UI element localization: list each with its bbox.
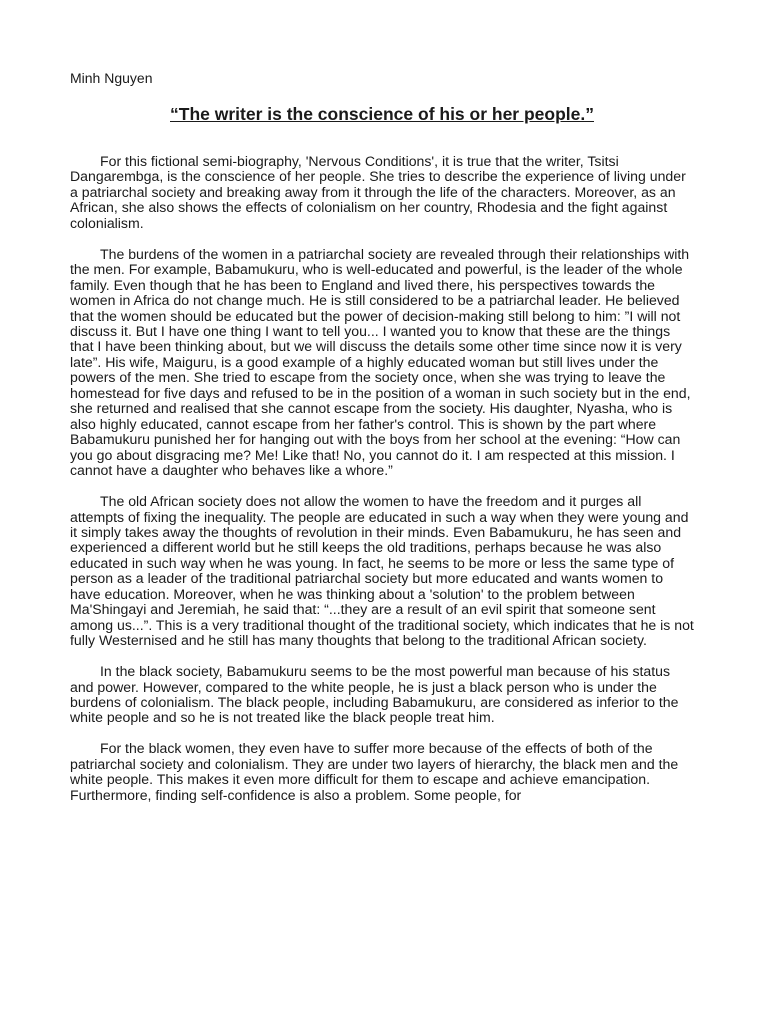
document-page [70,70,694,819]
author-name: Minh Nguyen [70,70,153,86]
paragraph-2: The burdens of the women in a patriarchal society are revealed through their relationships with the men. For example, Babamukuru, who is well-educated and powerful, is the leader of the whole family. Even though that he has been to England and lived there, his perspectives towards the women in Africa do not change much. He is still considered to be a patriarchal leader. He believed that the women should be educated but the power of decision-making still belong to him: ”I will not discuss it. But I have one thing I want to tell you... I wanted you to know that these are the things that I have been thinking about, but we will discuss the details some other time since now it is very late”. His wife, Maiguru, is a good example of a highly educated woman but still lives under the powers of the men. She tried to escape from the society once, when she was trying to leave the homestead for five days and refused to be in the position of a woman in such society but in the end, she returned and realised that she cannot escape from the society. His daughter, Nyasha, who is also highly educated, cannot escape from her father's control. This is shown by the part where Babamukuru punished her for hanging out with the boys from her school at the evening: “How can you go about disgracing me? Me! Like that! No, you cannot do it. I am respected at this mission. I cannot have a daughter who behaves like a whore.” [70,245,691,479]
paragraph-4: In the black society, Babamukuru seems to be the most powerful man because of his status and power. However, compared to the white people, he is just a black person who is under the burdens of colonialism. The black people, including Babamukuru, are considered as inferior to the white people and so he is not treated like the black people treat him. [70,663,679,726]
essay-title: “The writer is the conscience of his or her people.” [170,104,594,124]
essay-body [70,154,694,803]
paragraph-5: For the black women, they even have to suffer more because of the effects of both of the patriarchal society and colonialism. They are under two layers of hierarchy, the black men and the white people. This makes it even more difficult for them to escape and achieve emancipation. Furthermore, finding self-confidence is also a problem. Some people, for [70,740,679,803]
paragraph-1: For this fictional semi-biography, 'Nervous Conditions', it is true that the writer, Tsitsi Dangarembga, is the conscience of her people. She tries to describe the experience of living under a patriarchal society and breaking away from it through the life of the characters. Moreover, as an African, she also shows the effects of colonialism on her country, Rhodesia and the fight against colonialism. [70,153,686,231]
paragraph-3: The old African society does not allow the women to have the freedom and it purges all attempts of fixing the inequality. The people are educated in such a way when they were young and it simply takes away the thoughts of revolution in their minds. Even Babamukuru, he has seen and experienced a different world but he still keeps the old traditions, perhaps because he was also educated in such way when he was young. In fact, he seems to be more or less the same type of person as a leader of the traditional patriarchal society but more educated and wants women to have education. Moreover, when he was thinking about a 'solution' to the problem between Ma'Shingayi and Jeremiah, he said that: “...they are a result of an evil spirit that someone sent among us...”. This is a very traditional thought of the traditional society, which indicates that he is not fully Westernised and he still has many thoughts that belong to the traditional African society. [70,493,694,649]
